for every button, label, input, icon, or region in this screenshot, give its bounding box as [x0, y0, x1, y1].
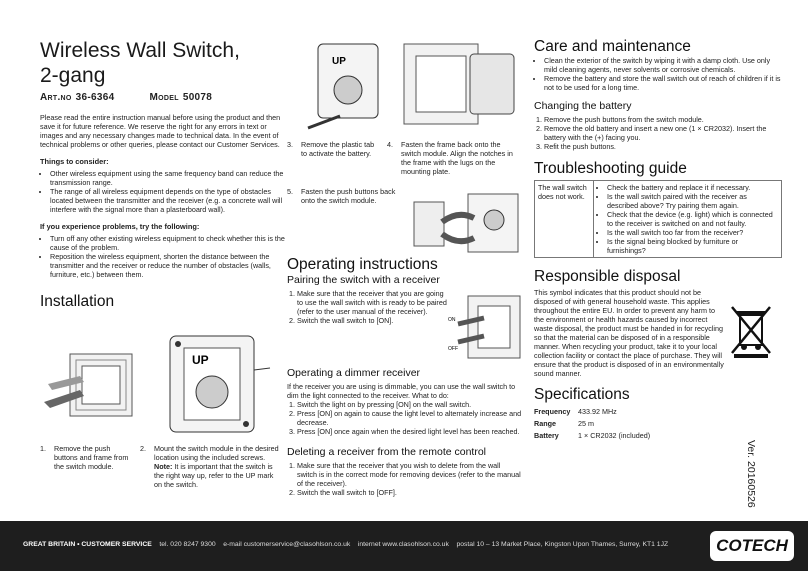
list-item: 1. Make sure that the receiver that you wish to delete from the wall switch is in the correct mode for removing devices (refer to the manual of the receiver).	[297, 461, 522, 488]
list-item: • Check that the device (e.g. light) which is connected to the receiver is switched on and not faulty.	[607, 210, 778, 228]
list-item: • Clean the exterior of the switch by wiping it with a damp cloth. Use only mild cleaning agents, never solvents or corrosive chemicals.	[544, 56, 784, 74]
pairing-heading: Pairing the switch with a receiver	[287, 274, 440, 286]
step-3: 3. Remove the plastic tab to activate the battery.	[287, 140, 375, 158]
install-step-2: 2. Mount the switch module in the desired location using the included screws. Note: It is important that the switch is the right way up, refer to the UP mark on the switch.	[140, 444, 279, 489]
problems-list	[40, 234, 286, 279]
install-step-1: 1. Remove the push buttons and frame from the switch module.	[40, 444, 129, 471]
version-label: Ver. 20160526	[745, 440, 757, 508]
list-item: 1. Make sure that the receiver that you are going to use the wall switch with is ready to be paired (refer to the user manual of the receiver).	[297, 289, 447, 316]
solutions-cell	[594, 181, 782, 258]
delete-heading: Deleting a receiver from the remote control	[287, 446, 487, 458]
brand-logo: COTECH	[710, 531, 794, 561]
mount-module-illustration	[148, 330, 273, 440]
fasten-buttons-illustration	[410, 188, 522, 256]
list-item: • Reposition the wireless equipment, shorten the distance between the transmitter and the receiver or reduce the number of obstacles (walls, furniture, etc.) between them.	[50, 252, 286, 279]
list-item: 2. Press [ON] on again to cause the light level to alternately increase and decrease.	[297, 409, 522, 427]
list-item: 3. Press [ON] once again when the desired light level has been reached.	[297, 427, 522, 436]
footer-website-link[interactable]: internet www.clasohlson.co.uk	[357, 541, 449, 548]
footer-contact: GREAT BRITAIN • CUSTOMER SERVICE tel. 020 8247 9300 e-mail customerservice@clasohlson.co.uk internet www.clasohlson.co.uk postal 10 – 13 Market Place, Kingston Upon Thames, Surrey, KT1 1JZ	[23, 541, 669, 548]
list-item: • The range of all wireless equipment depends on the type of obstacles located between the transmitter and the receiver (e.g. a concrete wall will interfere with the signal more than a plasterboard wall).	[50, 187, 286, 214]
spec-row: Range 25 m	[534, 419, 594, 428]
installation-heading: Installation	[40, 293, 115, 310]
step-4: 4. Fasten the frame back onto the switch module. Align the notches in the frame with the lugs on the mounting plate.	[387, 140, 513, 176]
list-item: 2. Remove the old battery and insert a new one (1 × CR2032). Insert the battery with the (+) facing you.	[544, 124, 784, 142]
list-item: • Remove the battery and store the wall switch out of reach of children if it is not to be used for a long time.	[544, 74, 784, 92]
care-heading: Care and maintenance	[534, 38, 691, 55]
consider-heading: Things to consider:	[40, 157, 109, 166]
list-item: 2. Switch the wall switch to [OFF].	[297, 488, 522, 497]
battery-list	[534, 115, 784, 151]
dimmer-section	[287, 367, 522, 497]
pairing-illustration	[448, 290, 523, 365]
troubleshooting-heading: Troubleshooting guide	[534, 160, 687, 177]
list-item: • Is the signal being blocked by furniture or furnishings?	[607, 237, 778, 255]
step-5: 5. Fasten the push buttons back onto the switch module.	[287, 187, 396, 205]
list-item: • Turn off any other existing wireless equipment to check whether this is the cause of the problem.	[50, 234, 286, 252]
disposal-text: This symbol indicates that this product should not be disposed of with general household waste. This applies throughout the entire EU. In order to prevent any harm to the environment or health hazards caused by incorrect waste disposal, the product must be handed in for recycling so that the material can be disposed of in a responsible manner. When recycling your product, take it to your local collection facility or contact the place of purchase. They will ensure that the product is disposed of in an environmentally sound manner.	[534, 288, 724, 378]
footer-email-link[interactable]: e-mail customerservice@clasohlson.co.uk	[223, 541, 351, 548]
list-item: • Is the wall switch paired with the receiver as described above? Try pairing them again.	[607, 192, 778, 210]
dimmer-list	[287, 400, 522, 436]
left-column	[40, 38, 286, 311]
article-number: Art.no 36-6364 Model 50078	[40, 92, 213, 103]
operating-heading: Operating instructions	[287, 256, 438, 273]
list-item: • Other wireless equipment using the same frequency band can reduce the transmission range.	[50, 169, 286, 187]
delete-list	[287, 461, 522, 497]
problem-cell: The wall switch does not work.	[535, 181, 594, 258]
remove-tab-illustration	[300, 38, 382, 133]
list-item: 1. Switch the light on by pressing [ON] on the wall switch.	[297, 400, 522, 409]
list-item: • Is the wall switch too far from the receiver?	[607, 228, 778, 237]
intro-text: Please read the entire instruction manual before using the product and then save it for future reference. We reserve the right for any errors in text or images and any necessary changes made to technical data. In the event of technical problems or other queries, please contact our Customer Services.	[40, 113, 281, 149]
consider-list	[40, 169, 286, 214]
list-item: 1. Remove the push buttons from the switch module.	[544, 115, 784, 124]
spec-row: Frequency 433.92 MHz	[534, 407, 617, 416]
disposal-heading: Responsible disposal	[534, 268, 681, 285]
weee-bin-icon	[728, 303, 774, 359]
right-column	[534, 38, 784, 442]
off-label: OFF	[448, 346, 458, 352]
care-list	[534, 56, 784, 92]
remove-buttons-illustration	[40, 350, 135, 420]
svg-text:UP: UP	[332, 56, 346, 67]
specifications-heading: Specifications	[534, 386, 630, 403]
fasten-frame-illustration	[400, 38, 520, 133]
list-item: • Check the battery and replace it if necessary.	[607, 183, 778, 192]
footer	[0, 521, 808, 571]
spec-row: Battery 1 × CR2032 (included)	[534, 431, 651, 440]
pairing-list	[287, 289, 447, 325]
page-title: Wireless Wall Switch, 2-gang	[40, 39, 240, 87]
battery-heading: Changing the battery	[534, 100, 632, 112]
problems-heading: If you experience problems, try the following:	[40, 222, 200, 231]
dimmer-intro: If the receiver you are using is dimmable, you can use the wall switch to dim the light connected to the receiver. What to do:	[287, 382, 516, 400]
on-label: ON	[448, 317, 456, 323]
troubleshooting-table	[534, 180, 782, 258]
dimmer-heading: Operating a dimmer receiver	[287, 367, 421, 379]
list-item: 3. Refit the push buttons.	[544, 142, 784, 151]
up-mark: UP	[192, 353, 209, 367]
list-item: 2. Switch the wall switch to [ON].	[297, 316, 447, 325]
